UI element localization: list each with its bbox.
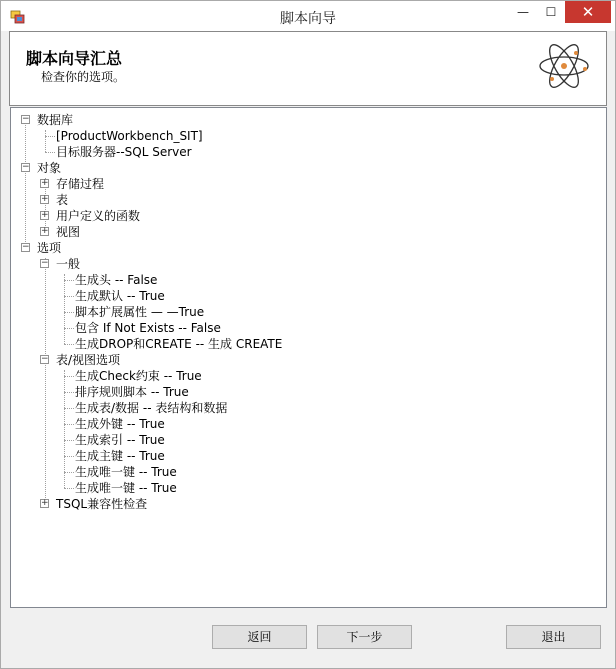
tree-connector (64, 456, 74, 457)
tree-connector (64, 376, 74, 377)
back-button[interactable]: 返回 (212, 625, 307, 649)
tree-node-label: 视图 (56, 225, 81, 239)
tree-leaf[interactable]: 目标服务器--SQL Server (56, 145, 192, 159)
collapse-icon[interactable]: − (41, 354, 49, 364)
page-title: 脚本向导汇总 (26, 49, 123, 68)
minimize-button[interactable]: — (517, 5, 529, 19)
tree-connector (64, 280, 74, 281)
tree-leaf[interactable]: 生成外键 -- True (75, 417, 165, 431)
tree-node-label: TSQL兼容性检查 (56, 497, 148, 511)
tree-connector (45, 258, 46, 504)
tree-leaf[interactable]: 生成唯一键 -- True (75, 465, 177, 479)
expand-icon[interactable]: + (41, 226, 49, 236)
tree-leaf[interactable]: 排序规则脚本 -- True (75, 385, 189, 399)
tree-connector (64, 328, 74, 329)
tree-connector (64, 344, 74, 345)
collapse-icon[interactable]: − (22, 242, 30, 252)
page-subtitle: 检查你的选项。 (41, 70, 126, 84)
tree-leaf[interactable]: 生成主键 -- True (75, 449, 165, 463)
tree-leaf[interactable]: [ProductWorkbench_SIT] (56, 129, 203, 143)
window-title: 脚本向导 (280, 11, 336, 27)
tree-leaf[interactable]: 生成默认 -- True (75, 289, 165, 303)
summary-tree[interactable] (10, 107, 607, 608)
tree-leaf[interactable]: 包含 If Not Exists -- False (75, 321, 221, 335)
tree-connector (64, 312, 74, 313)
tree-connector (64, 488, 74, 489)
header-panel (9, 31, 607, 106)
tree-leaf[interactable]: 生成DROP和CREATE -- 生成 CREATE (75, 337, 283, 351)
expand-icon[interactable]: + (41, 210, 49, 220)
tree-connector (64, 392, 74, 393)
tree-node-label: 表/视图选项 (56, 353, 121, 367)
tree-connector (64, 274, 65, 344)
title-bar[interactable] (1, 1, 615, 31)
tree-leaf[interactable]: 脚本扩展属性 — —True (75, 305, 205, 319)
tree-connector (64, 370, 65, 488)
tree-leaf[interactable]: 生成Check约束 -- True (75, 369, 202, 383)
tree-connector (45, 152, 55, 153)
tree-connector (64, 472, 74, 473)
tree-connector (64, 408, 74, 409)
maximize-button[interactable]: ☐ (545, 5, 557, 19)
tree-connector (45, 136, 55, 137)
close-button[interactable]: ✕ (565, 1, 611, 23)
exit-button[interactable]: 退出 (506, 625, 601, 649)
tree-node-label: 用户定义的函数 (56, 209, 141, 223)
tree-node-label: 数据库 (37, 113, 74, 127)
tree-leaf[interactable]: 生成头 -- False (75, 273, 158, 287)
tree-connector (64, 424, 74, 425)
tree-leaf[interactable]: 生成表/数据 -- 表结构和数据 (75, 401, 228, 415)
tree-leaf[interactable]: 生成索引 -- True (75, 433, 165, 447)
tree-connector (25, 122, 26, 248)
tree-connector (45, 130, 46, 152)
tree-connector (64, 296, 74, 297)
expand-icon[interactable]: + (41, 194, 49, 204)
next-button[interactable]: 下一步 (317, 625, 412, 649)
tree-connector (64, 440, 74, 441)
collapse-icon[interactable]: − (22, 114, 30, 124)
atom-icon (536, 38, 592, 94)
tree-node-label: 对象 (37, 161, 62, 175)
tree-leaf[interactable]: 生成唯一键 -- True (75, 481, 177, 495)
expand-icon[interactable]: + (41, 178, 49, 188)
tree-node-label: 表 (56, 193, 69, 207)
tree-node-label: 选项 (37, 241, 62, 255)
tree-node-label: 存储过程 (56, 177, 105, 191)
expand-icon[interactable]: + (41, 498, 49, 508)
tree-node-label: 一般 (56, 257, 81, 271)
collapse-icon[interactable]: − (22, 162, 30, 172)
collapse-icon[interactable]: − (41, 258, 49, 268)
